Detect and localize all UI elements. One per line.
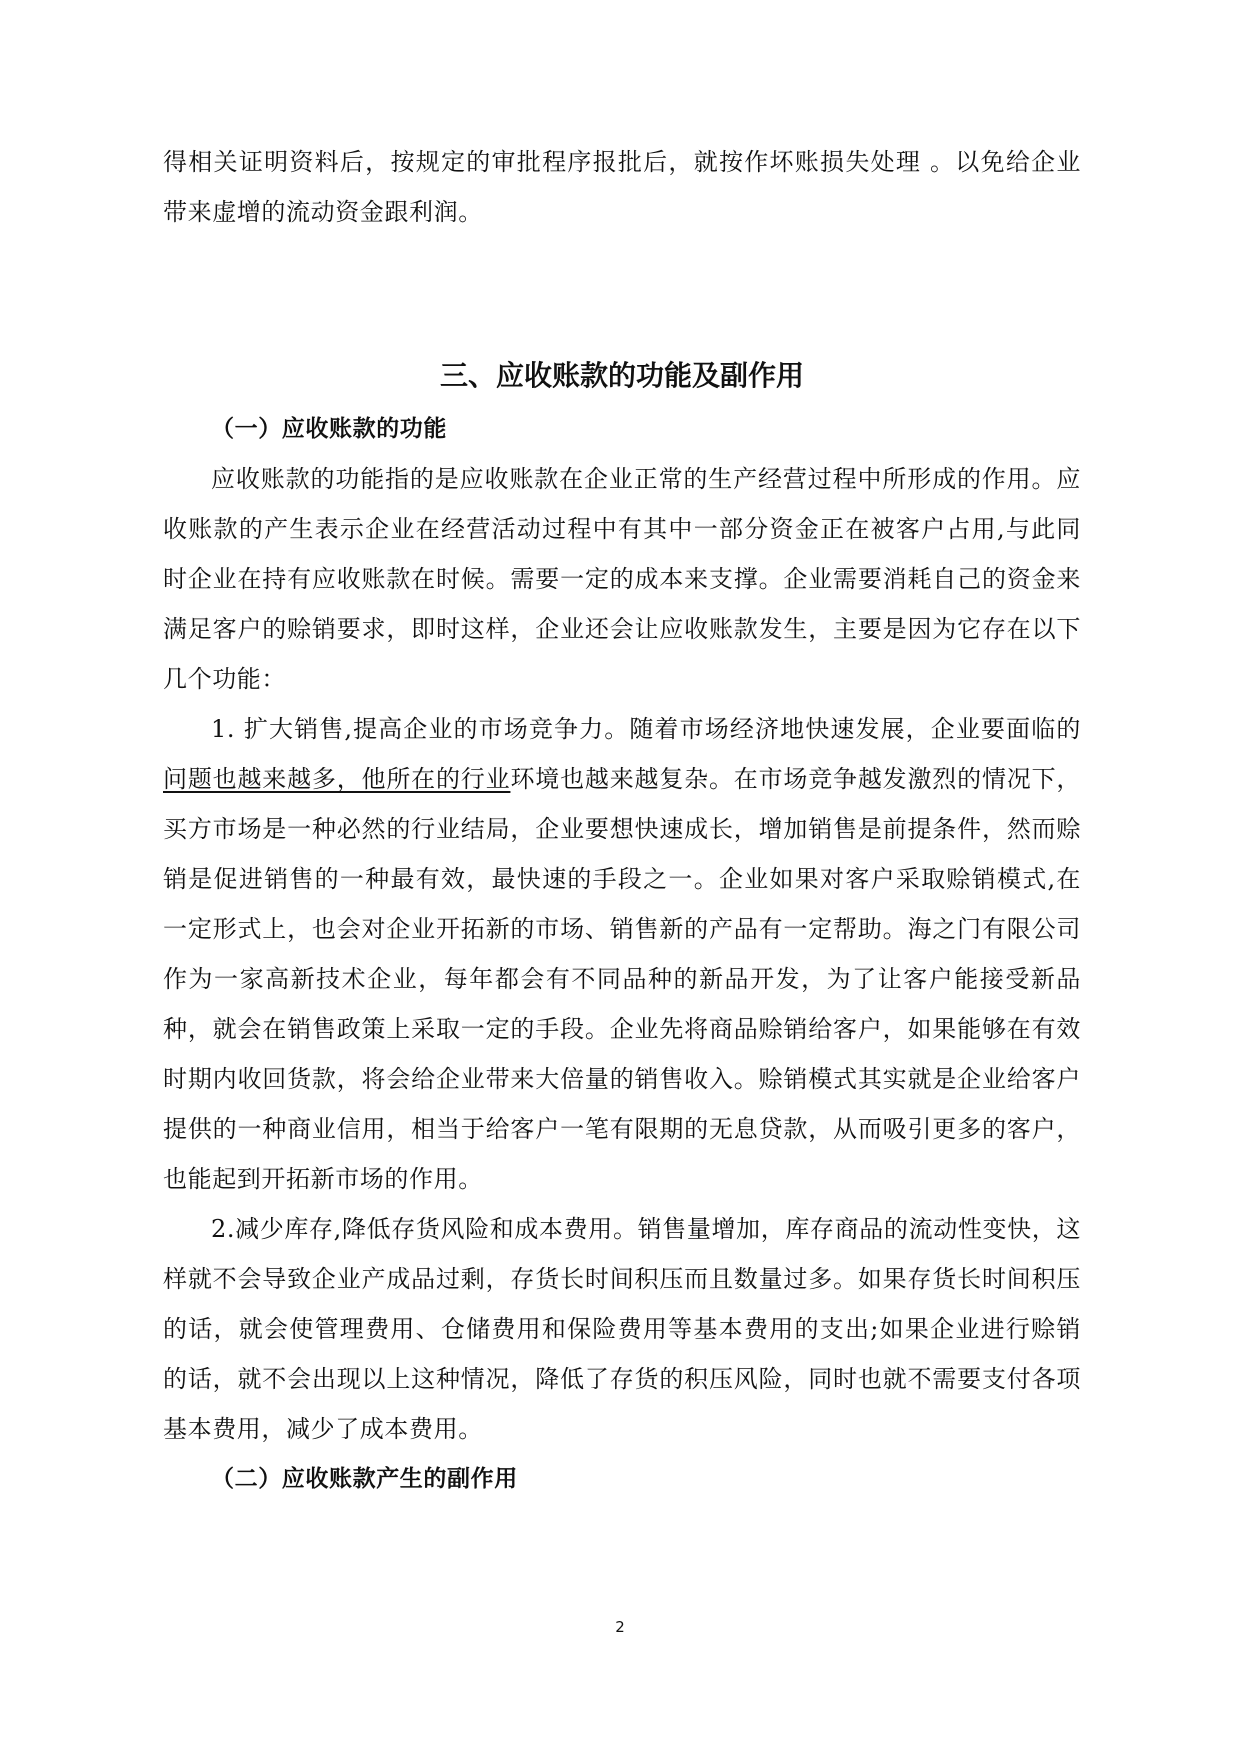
function-item-2-paragraph: 2.减少库存,降低存货风险和成本费用。销售量增加，库存商品的流动性变快，这样就不会导致企业产成品过剩，存货长时间积压而且数量过多。如果存货长时间积压的话，就会使管理费用、仓储费用和保险费用等基本费用的支出;如果企业进行赊销的话，就不会出现以上这种情况，降低了存货的积压风险，同时也就不需要支付各项基本费用，减少了成本费用。	[163, 1215, 1081, 1443]
function-item-1-paragraph	[163, 704, 1081, 1204]
function-item-1-rest: 环境也越来越复杂。在市场竞争越发激烈的情况下，买方市场是一种必然的行业结局，企业要想快速成长，增加销售是前提条件，然而赊销是促进销售的一种最有效，最快速的手段之一。企业如果对客户采取赊销模式,在一定形式上，也会对企业开拓新的市场、销售新的产品有一定帮助。海之门有限公司作为一家高新技术企业，每年都会有不同品种的新品开发，为了让客户能接受新品种，就会在销售政策上采取一定的手段。企业先将商品赊销给客户，如果能够在有效时期内收回货款，将会给企业带来大倍量的销售收入。赊销模式其实就是企业给客户提供的一种商业信用，相当于给客户一笔有限期的无息贷款，从而吸引更多的客户，也能起到开拓新市场的作用。	[163, 765, 1081, 1193]
subsection-heading-side-effects: （二）应收账款产生的副作用	[211, 1466, 518, 1492]
section-title: 三、应收账款的功能及副作用	[439, 359, 804, 392]
continuation-paragraph: 得相关证明资料后，按规定的审批程序报批后，就按作坏账损失处理 。以免给企业带来虚增的流动资金跟利润。	[163, 148, 1081, 226]
section-body	[163, 404, 1081, 1504]
function-item-1-lead: 1. 扩大销售,提高企业的市场竞争力。随着市场经济地快速发展，企业要面临的	[211, 715, 1081, 743]
continuation-block	[163, 137, 1081, 237]
functions-intro-paragraph: 应收账款的功能指的是应收账款在企业正常的生产经营过程中所形成的作用。应收账款的产生表示企业在经营活动过程中有其中一部分资金正在被客户占用,与此同时企业在持有应收账款在时候。需要一定的成本来支撑。企业需要消耗自己的资金来满足客户的赊销要求，即时这样，企业还会让应收账款发生，主要是因为它存在以下几个功能：	[163, 465, 1081, 693]
subsection-heading-functions: （一）应收账款的功能	[211, 416, 447, 442]
underlined-phrase: 问题也越来越多，他所在的行业	[163, 765, 511, 793]
page-number: 2	[615, 1618, 625, 1636]
